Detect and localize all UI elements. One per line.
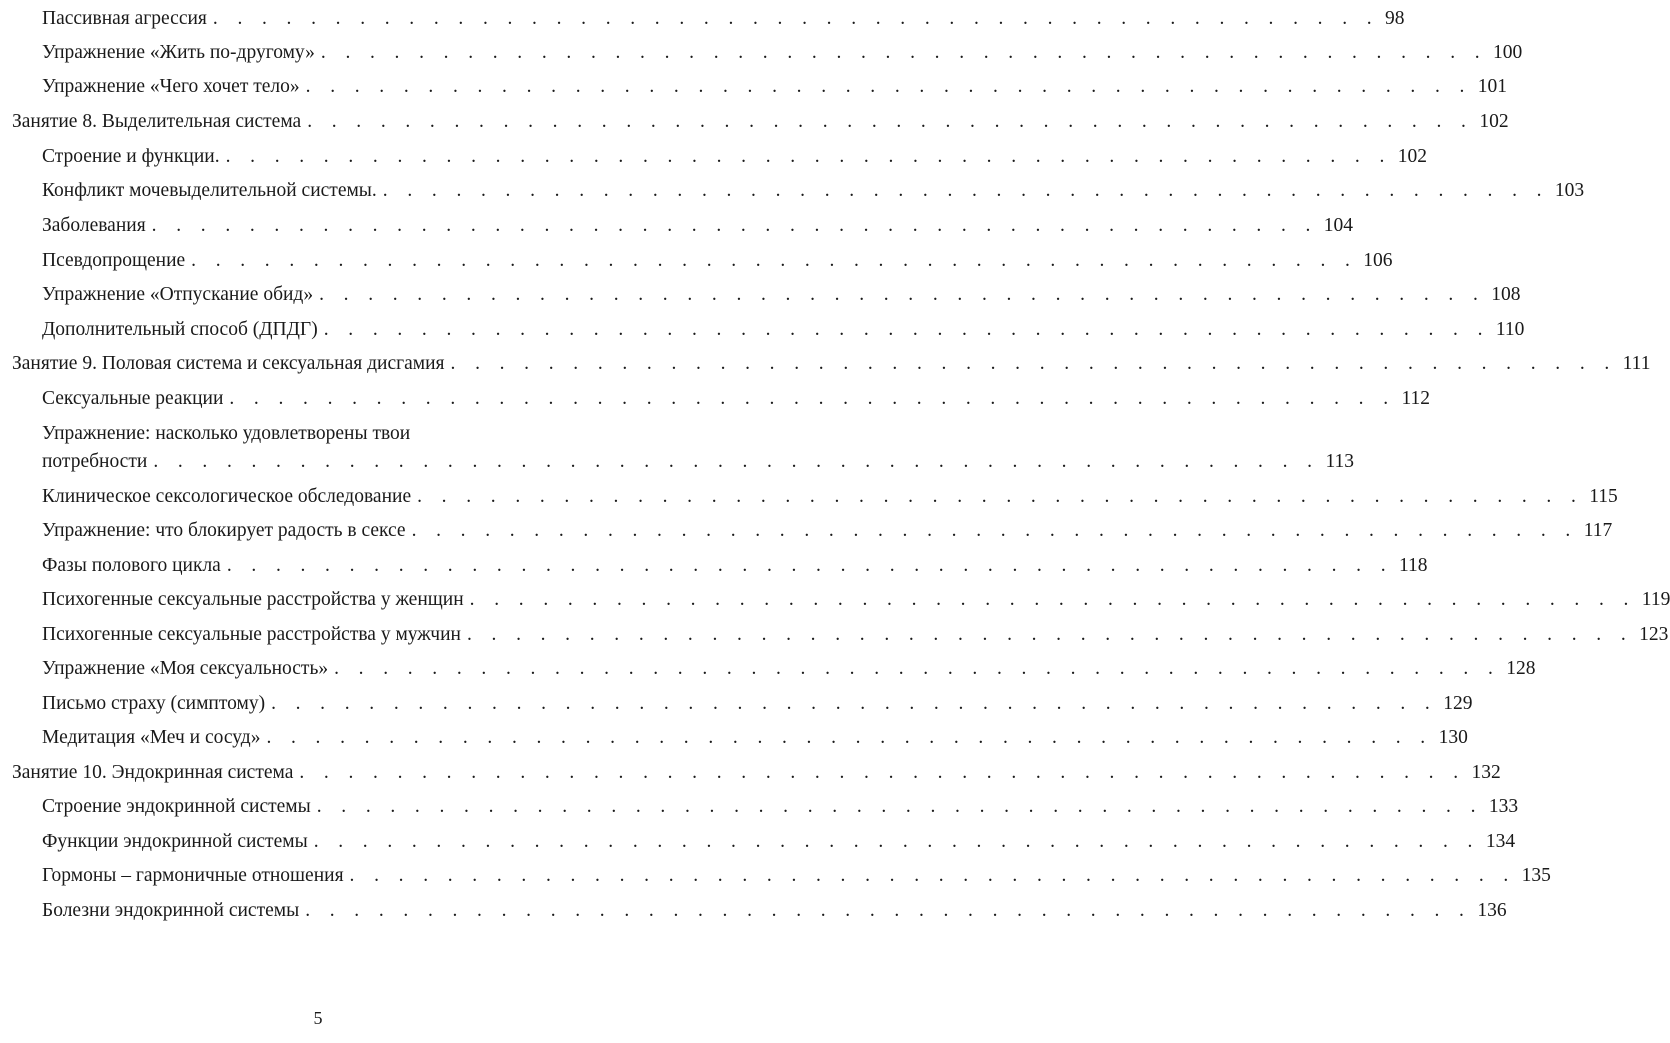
- toc-entry: [0, 790, 1519, 824]
- toc-entry-title: Медитация «Меч и сосуд»: [42, 727, 261, 748]
- dot-leader: . . . . . . . . . . . . . . . . . . . . . . . . . . . . . . . . . . . . . . . . . . . . . . . .: [382, 180, 1549, 201]
- toc-entry: [0, 445, 1354, 479]
- toc-entry: [0, 36, 1523, 70]
- toc-entry: [0, 174, 1585, 208]
- toc-entry-page: 119: [1641, 589, 1670, 610]
- dot-leader: . . . . . . . . . . . . . . . . . . . . . . . . . . . . . . . . . . . . . . . . . . . . . . . .: [225, 146, 1392, 167]
- dot-leader: . . . . . . . . . . . . . . . . . . . . . . . . . . . . . . . . . . . . . . . . . . . . . . . .: [334, 658, 1501, 679]
- toc-entry-page: 135: [1521, 865, 1551, 886]
- toc-entry: [0, 859, 1551, 893]
- toc-entry-page: 115: [1589, 486, 1618, 507]
- toc-entry-title: Упражнение «Жить по-другому»: [42, 42, 315, 63]
- toc-entry-title: Письмо страху (симптому): [42, 693, 266, 714]
- toc-entry-title: Занятие 10. Эндокринная система: [12, 762, 294, 783]
- toc-entry: [0, 825, 1516, 859]
- toc-entry-title: Фазы полового цикла: [42, 555, 221, 576]
- toc-entry-title: Строение эндокринной системы: [42, 796, 311, 817]
- dot-leader: . . . . . . . . . . . . . . . . . . . . . . . . . . . . . . . . . . . . . . . . . . . . . . . .: [450, 353, 1617, 374]
- toc-entry-page: 117: [1583, 520, 1613, 541]
- toc-entry-page: 134: [1485, 831, 1516, 852]
- toc-entry-title: Сексуальные реакции: [42, 388, 224, 409]
- dot-leader: . . . . . . . . . . . . . . . . . . . . . . . . . . . . . . . . . . . . . . . . . . . . . . . .: [271, 693, 1438, 714]
- dot-leader: . . . . . . . . . . . . . . . . . . . . . . . . . . . . . . . . . . . . . . . . . . . . . . . .: [305, 76, 1472, 97]
- dot-leader: . . . . . . . . . . . . . . . . . . . . . . . . . . . . . . . . . . . . . . . . . . . . . . . .: [305, 900, 1472, 921]
- toc-entry: [0, 2, 1405, 36]
- toc-entry: [0, 549, 1428, 583]
- toc-entry-title: Клиническое сексологическое обследование: [42, 486, 412, 507]
- toc-chapter-entry: [0, 105, 1509, 139]
- toc-entry-title: Функции эндокринной системы: [42, 831, 308, 852]
- toc-entry-title: Психогенные сексуальные расстройства у женщин: [42, 589, 464, 610]
- toc-entry-page: 136: [1477, 900, 1507, 921]
- toc-entry-title: Упражнение «Отпускание обид»: [42, 284, 314, 305]
- toc-entry-title-first-line: Упражнение: насколько удовлетворены твои: [42, 423, 411, 444]
- toc-entry: [0, 514, 1613, 548]
- toc-entry: [0, 583, 1670, 617]
- toc-entry-page: 113: [1325, 451, 1354, 472]
- dot-leader: . . . . . . . . . . . . . . . . . . . . . . . . . . . . . . . . . . . . . . . . . . . . . . . .: [320, 42, 1488, 63]
- toc-entry-title: Упражнение «Моя сексуальность»: [42, 658, 329, 679]
- toc-entry-page: 108: [1491, 284, 1521, 305]
- toc-entry: [0, 70, 1508, 104]
- toc-entry-page: 118: [1398, 555, 1428, 576]
- toc-entry-page: 98: [1385, 8, 1405, 29]
- dot-leader: . . . . . . . . . . . . . . . . . . . . . . . . . . . . . . . . . . . . . . . . . . . . . . . .: [417, 486, 1584, 507]
- toc-entry: [0, 209, 1354, 243]
- toc-entry-page: 129: [1443, 693, 1473, 714]
- toc-entry: [0, 894, 1507, 928]
- toc-entry-page: 106: [1363, 250, 1393, 271]
- dot-leader: . . . . . . . . . . . . . . . . . . . . . . . . . . . . . . . . . . . . . . . . . . . . . . . .: [319, 284, 1486, 305]
- toc-entry-page: 103: [1554, 180, 1585, 201]
- toc-chapter-entry: [0, 347, 1651, 381]
- toc-entry-page: 123: [1639, 624, 1669, 645]
- toc-entry-page: 110: [1495, 319, 1525, 340]
- toc-entry-title: Конфликт мочевыделительной системы.: [42, 180, 377, 201]
- toc-entry-title: Упражнение: что блокирует радость в сексе: [42, 520, 406, 541]
- toc-entry: [0, 244, 1393, 278]
- dot-leader: . . . . . . . . . . . . . . . . . . . . . . . . . . . . . . . . . . . . . . . . . . . . . . . .: [212, 8, 1380, 29]
- dot-leader: . . . . . . . . . . . . . . . . . . . . . . . . . . . . . . . . . . . . . . . . . . . . . . . .: [226, 555, 1393, 576]
- dot-leader: . . . . . . . . . . . . . . . . . . . . . . . . . . . . . . . . . . . . . . . . . . . . . . . .: [151, 215, 1318, 236]
- toc-entry-title: Строение и функции.: [42, 146, 220, 167]
- dot-leader: . . . . . . . . . . . . . . . . . . . . . . . . . . . . . . . . . . . . . . . . . . . . . . . .: [307, 111, 1474, 132]
- dot-leader: . . . . . . . . . . . . . . . . . . . . . . . . . . . . . . . . . . . . . . . . . . . . . . . .: [316, 796, 1483, 817]
- dot-leader: . . . . . . . . . . . . . . . . . . . . . . . . . . . . . . . . . . . . . . . . . . . . . . . .: [191, 250, 1358, 271]
- toc-entry-title: Занятие 9. Половая система и сексуальная дисгамия: [12, 353, 445, 374]
- toc-entry: [0, 313, 1525, 347]
- toc-entry-page: 132: [1471, 762, 1501, 783]
- toc-entry-title: Болезни эндокринной системы: [42, 900, 300, 921]
- toc-entry-page: 112: [1401, 388, 1431, 409]
- toc-entry: [0, 480, 1618, 514]
- dot-leader: . . . . . . . . . . . . . . . . . . . . . . . . . . . . . . . . . . . . . . . . . . . . . . . .: [323, 319, 1490, 340]
- toc-entry-title: Дополнительный способ (ДПДГ): [42, 319, 318, 340]
- toc-entry-page: 130: [1438, 727, 1468, 748]
- dot-leader: . . . . . . . . . . . . . . . . . . . . . . . . . . . . . . . . . . . . . . . . . . . . . . . .: [229, 388, 1396, 409]
- toc-entry-title: потребности: [42, 451, 148, 472]
- toc-entry-page: 111: [1622, 353, 1651, 374]
- toc-entry: [0, 140, 1427, 174]
- toc-entry-page: 101: [1477, 76, 1508, 97]
- toc-entry: [0, 652, 1536, 686]
- toc-entry-title: Псевдопрощение: [42, 250, 186, 271]
- toc-entry-title: Психогенные сексуальные расстройства у мужчин: [42, 624, 461, 645]
- toc-entry: [0, 278, 1521, 312]
- toc-entry-page: 102: [1479, 111, 1509, 132]
- dot-leader: . . . . . . . . . . . . . . . . . . . . . . . . . . . . . . . . . . . . . . . . . . . . . . . .: [313, 831, 1480, 852]
- dot-leader: . . . . . . . . . . . . . . . . . . . . . . . . . . . . . . . . . . . . . . . . . . . . . . . .: [469, 589, 1636, 610]
- dot-leader: . . . . . . . . . . . . . . . . . . . . . . . . . . . . . . . . . . . . . . . . . . . . . . . .: [299, 762, 1466, 783]
- toc-entry-title: Упражнение «Чего хочет тело»: [42, 76, 300, 97]
- dot-leader: . . . . . . . . . . . . . . . . . . . . . . . . . . . . . . . . . . . . . . . . . . . . . . . .: [266, 727, 1433, 748]
- toc-entry: [0, 618, 1669, 652]
- page-number: 5: [313, 1008, 323, 1028]
- toc-chapter-entry: [0, 756, 1501, 790]
- toc-entry-page: 133: [1488, 796, 1519, 817]
- toc-entry: [0, 687, 1473, 721]
- dot-leader: . . . . . . . . . . . . . . . . . . . . . . . . . . . . . . . . . . . . . . . . . . . . . . . .: [466, 624, 1634, 645]
- toc-entry-page: 128: [1506, 658, 1536, 679]
- dot-leader: . . . . . . . . . . . . . . . . . . . . . . . . . . . . . . . . . . . . . . . . . . . . . . . .: [153, 451, 1320, 472]
- toc-entry: [0, 382, 1431, 416]
- toc-entry-page: 102: [1397, 146, 1427, 167]
- dot-leader: . . . . . . . . . . . . . . . . . . . . . . . . . . . . . . . . . . . . . . . . . . . . . . . .: [349, 865, 1516, 886]
- toc-entry-title: Заболевания: [42, 215, 146, 236]
- toc-entry-title: Пассивная агрессия: [42, 8, 207, 29]
- toc-entry-page: 104: [1323, 215, 1354, 236]
- toc-entry: [0, 721, 1468, 755]
- toc-entry-title: Занятие 8. Выделительная система: [12, 111, 302, 132]
- toc-entry-title: Гормоны – гармоничные отношения: [42, 865, 344, 886]
- dot-leader: . . . . . . . . . . . . . . . . . . . . . . . . . . . . . . . . . . . . . . . . . . . . . . . .: [411, 520, 1578, 541]
- toc-entry-page: 100: [1493, 42, 1523, 63]
